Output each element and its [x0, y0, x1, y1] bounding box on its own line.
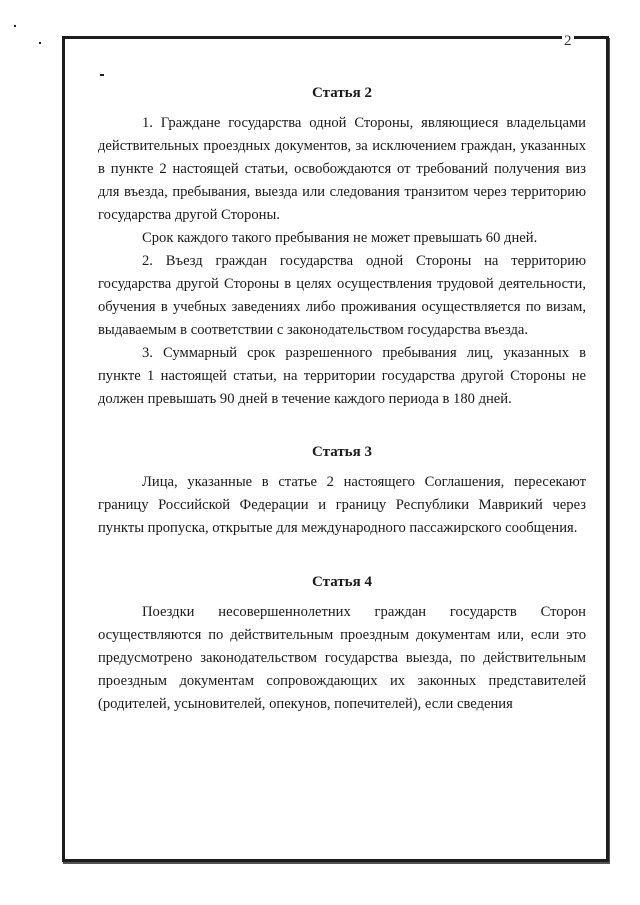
- article-heading: Статья 3: [312, 444, 372, 460]
- article-heading: Статья 4: [312, 574, 372, 590]
- article-paragraph: 1. Граждане государства одной Стороны, являющиеся владельцами действительных проездных документов, за исключением граждан, указанных в пункте 2 настоящей статьи, освобождаются от требований получения виз для въезда, пребывания, выезда или следования транзитом через территорию государства другой Стороны.: [98, 115, 586, 223]
- article-paragraph: Срок каждого такого пребывания не может превышать 60 дней.: [142, 230, 538, 246]
- scan-speck: [14, 25, 16, 27]
- document-body: [98, 82, 586, 716]
- page-number: 2: [564, 33, 572, 49]
- scan-speck: [100, 74, 104, 76]
- article-paragraph: 3. Суммарный срок разрешенного пребывания лиц, указанных в пункте 1 настоящей статьи, на территории государства другой Стороны не должен превышать 90 дней в течение каждого периода в 180 дней.: [98, 345, 586, 407]
- scan-speck: [39, 42, 41, 44]
- article-paragraph: Поездки несовершеннолетних граждан государств Сторон осуществляются по действительным проездным документам или, если это предусмотрено законодательством государства выезда, по действительным проездным документам сопровождающих их законных представителей (родителей, усыновителей, опекунов, попечителей), если сведения: [98, 604, 586, 712]
- article-paragraph: 2. Въезд граждан государства одной Стороны на территорию государства другой Стороны в целях осуществления трудовой деятельности, обучения в учебных заведениях либо проживания осуществляется по визам, выдаваемым в соответствии с законодательством государства въезда.: [98, 253, 586, 338]
- article-3: [98, 441, 586, 540]
- section-spacer: [98, 540, 586, 571]
- section-spacer: [98, 411, 586, 441]
- article-paragraph: Лица, указанные в статье 2 настоящего Соглашения, пересекают границу Российской Федерации и границу Республики Маврикий через пункты пропуска, открытые для международного пассажирского сообщения.: [98, 474, 586, 536]
- article-4: [98, 571, 586, 716]
- article-2: [98, 82, 586, 411]
- article-heading: Статья 2: [312, 85, 372, 101]
